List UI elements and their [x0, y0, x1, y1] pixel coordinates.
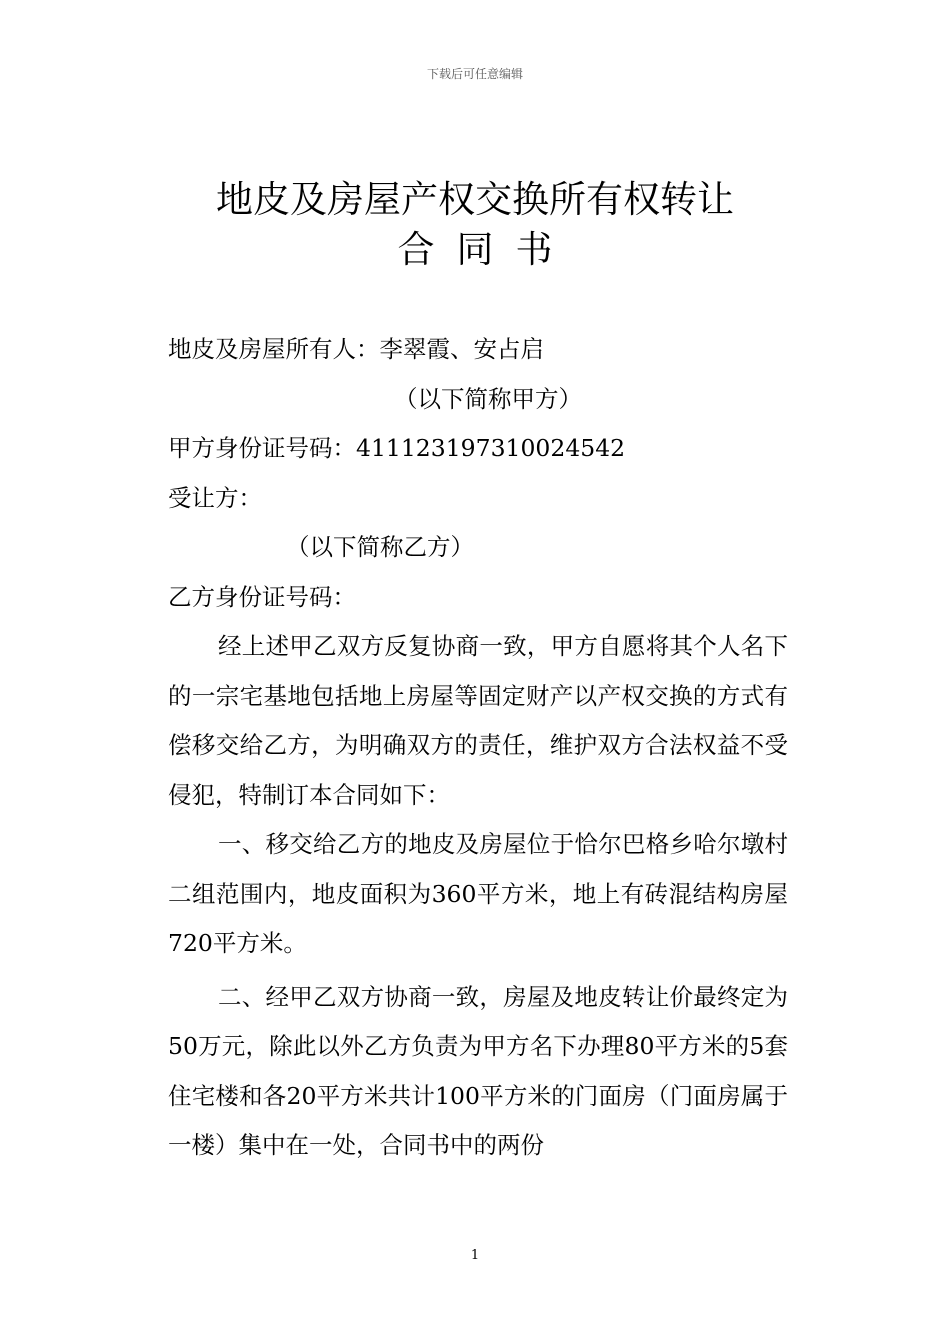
- page-number: 1: [470, 1248, 480, 1263]
- transferee-line: 受让方：: [168, 483, 262, 512]
- party-b-id-number: 乙方身份证号码：: [168, 582, 356, 611]
- contract-paragraph-clause-1: 一、移交给乙方的地皮及房屋位于恰尔巴格乡哈尔墩村二组范围内，地皮面积为360平方米，地上有砖混结构房屋720平方米。: [168, 830, 788, 957]
- contract-paragraph-intro: 经上述甲乙双方反复协商一致，甲方自愿将其个人名下的一宗宅基地包括地上房屋等固定财产以产权交换的方式有偿移交给乙方，为明确双方的责任，维护双方合法权益不受侵犯，特制订本合同如下：: [168, 632, 788, 809]
- party-a-id-number: 甲方身份证号码：411123197310024542: [168, 434, 626, 462]
- contract-paragraph-clause-2: 二、经甲乙双方协商一致，房屋及地皮转让价最终定为50万元，除此以外乙方负责为甲方名下办理80平方米的5套住宅楼和各20平方米共计100平方米的门面房（门面房属于一楼）集中在一处，合同书中的两份: [168, 982, 788, 1159]
- document-body: [168, 325, 788, 1171]
- party-a-abbreviation: （以下简称甲方）: [394, 384, 582, 413]
- party-b-abbreviation: （以下简称乙方）: [286, 533, 474, 561]
- page-header-note: 下载后可任意编辑: [426, 67, 523, 81]
- document-title: 地皮及房屋产权交换所有权转让: [216, 178, 734, 221]
- owner-line: 地皮及房屋所有人：李翠霞、安占启: [168, 335, 544, 363]
- document-subtitle: 合同书: [397, 228, 575, 271]
